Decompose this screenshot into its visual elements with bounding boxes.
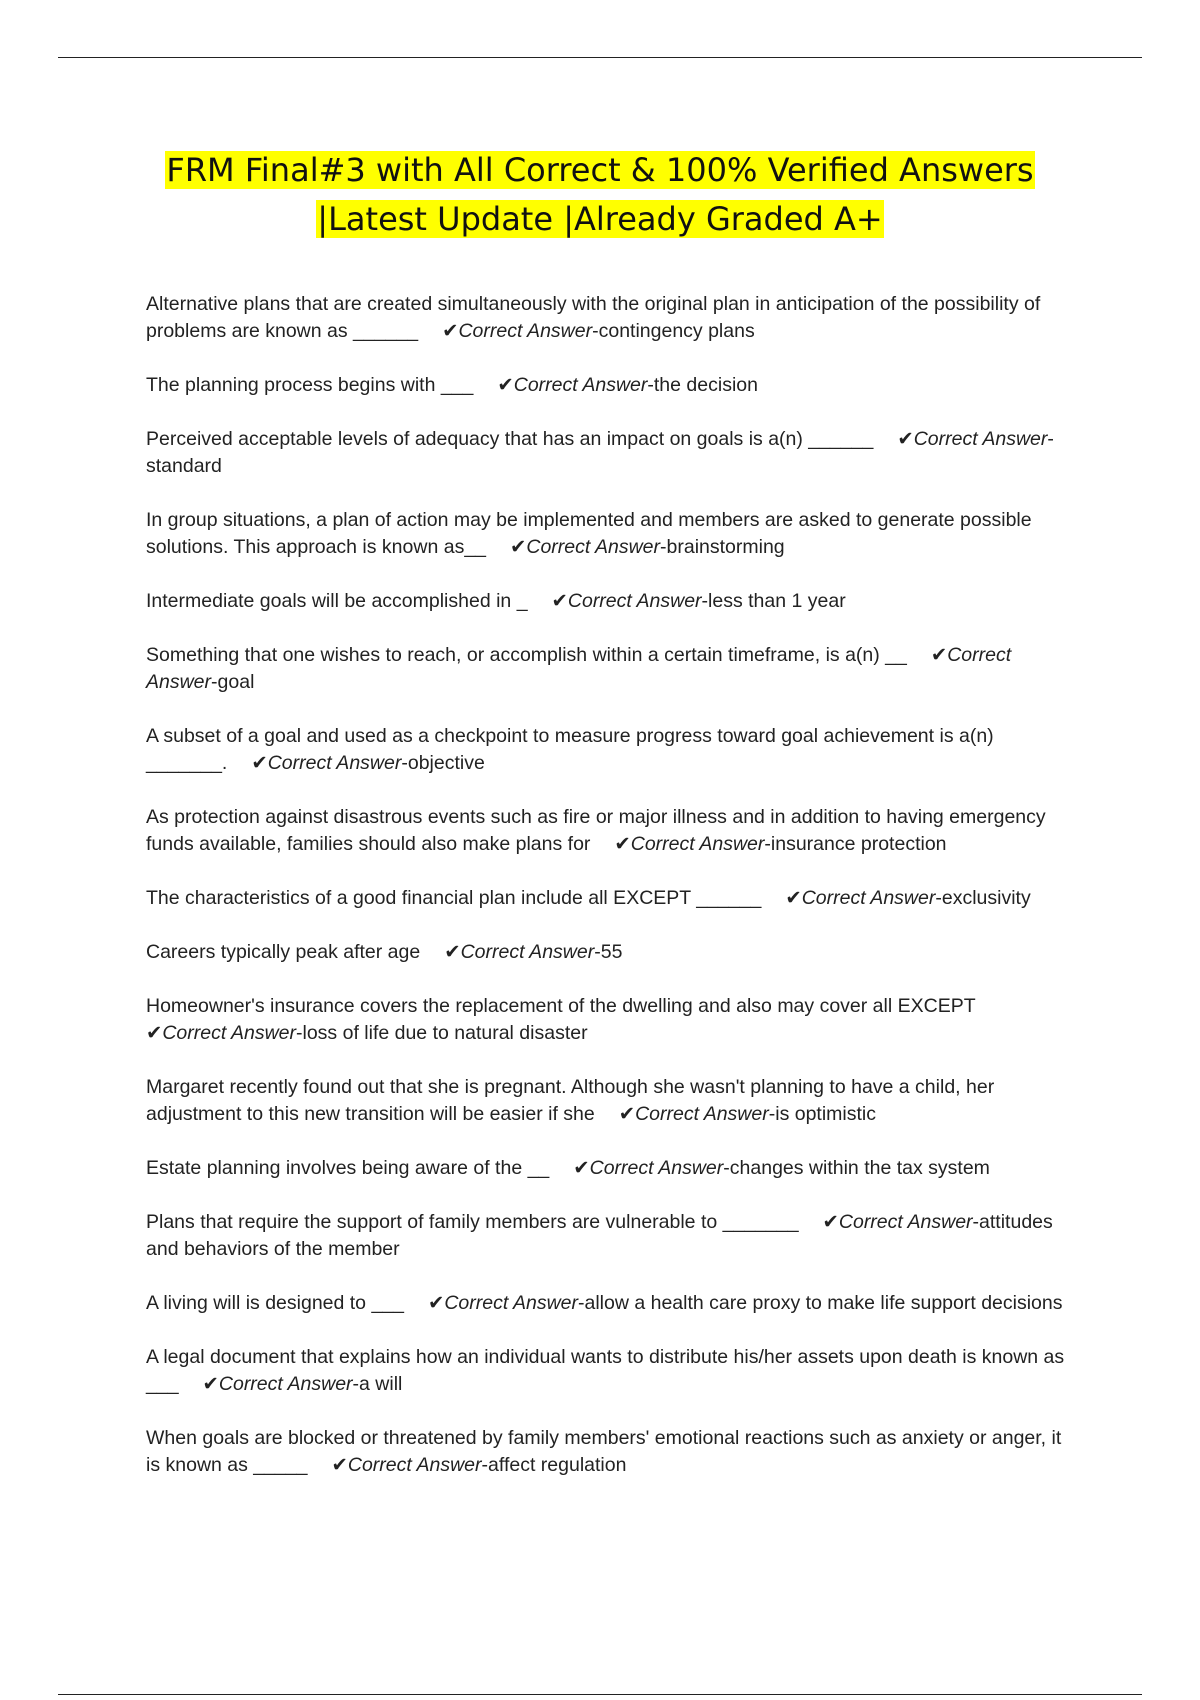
answer-label: Correct Answer (635, 1103, 769, 1125)
qa-item: As protection against disastrous events such as fire or major illness and in addition to having emergency funds available, families should also make plans for ✔Correct Answer-insurance protection (146, 806, 1046, 855)
answer-label: Correct Answer (146, 644, 1012, 693)
qa-item: The planning process begins with ___ ✔Correct Answer-the decision (146, 374, 758, 396)
answer-label: Correct Answer (162, 1022, 296, 1044)
answer-label: Correct Answer (589, 1157, 724, 1179)
answer-text: goal (217, 671, 255, 693)
answer-label: Correct Answer (458, 320, 593, 342)
question-text: As protection against disastrous events such as fire or major illness and in addition to having emergency funds available, families should also make plans for (146, 806, 1046, 855)
qa-item: Perceived acceptable levels of adequacy that has an impact on goals is a(n) ______ ✔Correct Answer-standard (146, 428, 1054, 477)
answer-text: less than 1 year (708, 590, 846, 612)
answer-text: a will (359, 1373, 403, 1395)
question-text: A living will is designed to ___ (146, 1292, 404, 1314)
question-text: Something that one wishes to reach, or accomplish within a certain timeframe, is a(n) __ (146, 644, 907, 666)
answer-text: is optimistic (775, 1103, 877, 1125)
check-icon: ✔ (930, 644, 948, 666)
answer-text: objective (407, 752, 485, 774)
question-text: A subset of a goal and used as a checkpoint to measure progress toward goal achievement is a(n) _______. (146, 725, 994, 774)
answer-label: Correct Answer (526, 536, 661, 558)
qa-item: Something that one wishes to reach, or accomplish within a certain timeframe, is a(n) __ ✔Correct Answer-goal (146, 644, 1012, 693)
answer-text: 55 (600, 941, 623, 963)
answer-text: exclusivity (941, 887, 1031, 909)
question-text: The characteristics of a good financial plan include all EXCEPT ______ (146, 887, 762, 909)
qa-item: A subset of a goal and used as a checkpoint to measure progress toward goal achievement is a(n) _______. ✔Correct Answer-objective (146, 725, 994, 774)
answer-text: brainstorming (666, 536, 785, 558)
answer-label: Correct Answer (267, 752, 402, 774)
check-icon: ✔ (202, 1373, 219, 1395)
question-text: In group situations, a plan of action may be implemented and members are asked to generate possible solutions. This approach is known as__ (146, 509, 1032, 558)
qa-item: A living will is designed to ___ ✔Correct Answer-allow a health care proxy to make life support decisions (146, 1292, 1063, 1314)
qa-item: In group situations, a plan of action may be implemented and members are asked to generate possible solutions. This approach is known as__ ✔Correct Answer-brainstorming (146, 509, 1032, 558)
answer-label: Correct Answer (838, 1211, 973, 1233)
check-icon: ✔ (442, 320, 459, 342)
check-icon: ✔ (331, 1454, 348, 1476)
question-text: Perceived acceptable levels of adequacy that has an impact on goals is a(n) ______ (146, 428, 874, 450)
check-icon: ✔ (614, 833, 631, 855)
check-icon: ✔ (444, 941, 461, 963)
qa-item: A legal document that explains how an individual wants to distribute his/her assets upon death is known as ___ ✔Correct Answer-a will (146, 1346, 1065, 1395)
check-icon: ✔ (510, 536, 527, 558)
check-icon: ✔ (497, 374, 514, 396)
check-icon: ✔ (897, 428, 914, 450)
top-rule (58, 57, 1142, 58)
answer-label: Correct Answer (567, 590, 702, 612)
answer-label: Correct Answer (913, 428, 1048, 450)
title-line-1: FRM Final#3 with All Correct & 100% Verified Answers (166, 151, 1034, 189)
question-text: Margaret recently found out that she is pregnant. Although she wasn't planning to have a child, her adjustment to this new transition will be easier if she (146, 1076, 995, 1125)
check-icon: ✔ (573, 1157, 590, 1179)
answer-label: Correct Answer (347, 1454, 482, 1476)
check-icon: ✔ (146, 1022, 163, 1044)
qa-item: Careers typically peak after age ✔Correct Answer-55 (146, 941, 623, 963)
question-text: A legal document that explains how an individual wants to distribute his/her assets upon death is known as ___ (146, 1346, 1065, 1395)
answer-label: Correct Answer (630, 833, 765, 855)
answer-text: contingency plans (598, 320, 755, 342)
question-text: Homeowner's insurance covers the replacement of the dwelling and also may cover all EXCEPT (146, 995, 976, 1017)
qa-item: Homeowner's insurance covers the replacement of the dwelling and also may cover all EXCEPT✔Correct Answer-loss of life due to natural disaster (146, 995, 976, 1044)
qa-item: Estate planning involves being aware of the __ ✔Correct Answer-changes within the tax system (146, 1157, 990, 1179)
question-text: Intermediate goals will be accomplished in _ (146, 590, 528, 612)
qa-item: The characteristics of a good financial plan include all EXCEPT ______ ✔Correct Answer-exclusivity (146, 887, 1031, 909)
check-icon: ✔ (785, 887, 802, 909)
check-icon: ✔ (618, 1103, 636, 1125)
qa-item: Plans that require the support of family members are vulnerable to _______ ✔Correct Answer-attitudes and behaviors of the member (146, 1211, 1053, 1260)
title-line-2: |Latest Update |Already Graded A+ (317, 200, 883, 238)
check-icon: ✔ (251, 752, 268, 774)
question-text: Careers typically peak after age (146, 941, 421, 963)
question-text: Alternative plans that are created simultaneously with the original plan in anticipation of the possibility of problems are known as ______ (146, 293, 1041, 342)
answer-text: allow a health care proxy to make life support decisions (584, 1292, 1063, 1314)
answer-text: the decision (653, 374, 758, 396)
question-text: Estate planning involves being aware of the __ (146, 1157, 550, 1179)
answer-text: standard (146, 455, 222, 477)
qa-item: Intermediate goals will be accomplished in _ ✔Correct Answer-less than 1 year (146, 590, 846, 612)
question-text: When goals are blocked or threatened by family members' emotional reactions such as anxiety or anger, it is known as _____ (146, 1427, 1062, 1476)
check-icon: ✔ (428, 1292, 445, 1314)
qa-item: Margaret recently found out that she is pregnant. Although she wasn't planning to have a child, her adjustment to this new transition will be easier if she ✔Correct Answer-is optimistic (146, 1076, 995, 1125)
question-text: The planning process begins with ___ (146, 374, 474, 396)
answer-label: Correct Answer (218, 1373, 353, 1395)
question-list (146, 291, 1066, 1506)
check-icon: ✔ (551, 590, 568, 612)
qa-item: When goals are blocked or threatened by family members' emotional reactions such as anxiety or anger, it is known as _____ ✔Correct Answer-affect regulation (146, 1427, 1062, 1476)
check-icon: ✔ (822, 1211, 839, 1233)
answer-text: attitudes and behaviors of the member (146, 1211, 1053, 1260)
qa-item: Alternative plans that are created simultaneously with the original plan in anticipation of the possibility of problems are known as ______ ✔Correct Answer-contingency plans (146, 293, 1041, 342)
bottom-rule (58, 1694, 1142, 1695)
answer-text: loss of life due to natural disaster (302, 1022, 588, 1044)
document-title (0, 146, 1200, 244)
answer-text: insurance protection (770, 833, 947, 855)
answer-label: Correct Answer (513, 374, 648, 396)
answer-label: Correct Answer (460, 941, 595, 963)
question-text: Plans that require the support of family members are vulnerable to _______ (146, 1211, 799, 1233)
answer-label: Correct Answer (444, 1292, 578, 1314)
answer-text: changes within the tax system (729, 1157, 990, 1179)
answer-text: affect regulation (488, 1454, 627, 1476)
answer-label: Correct Answer (801, 887, 936, 909)
